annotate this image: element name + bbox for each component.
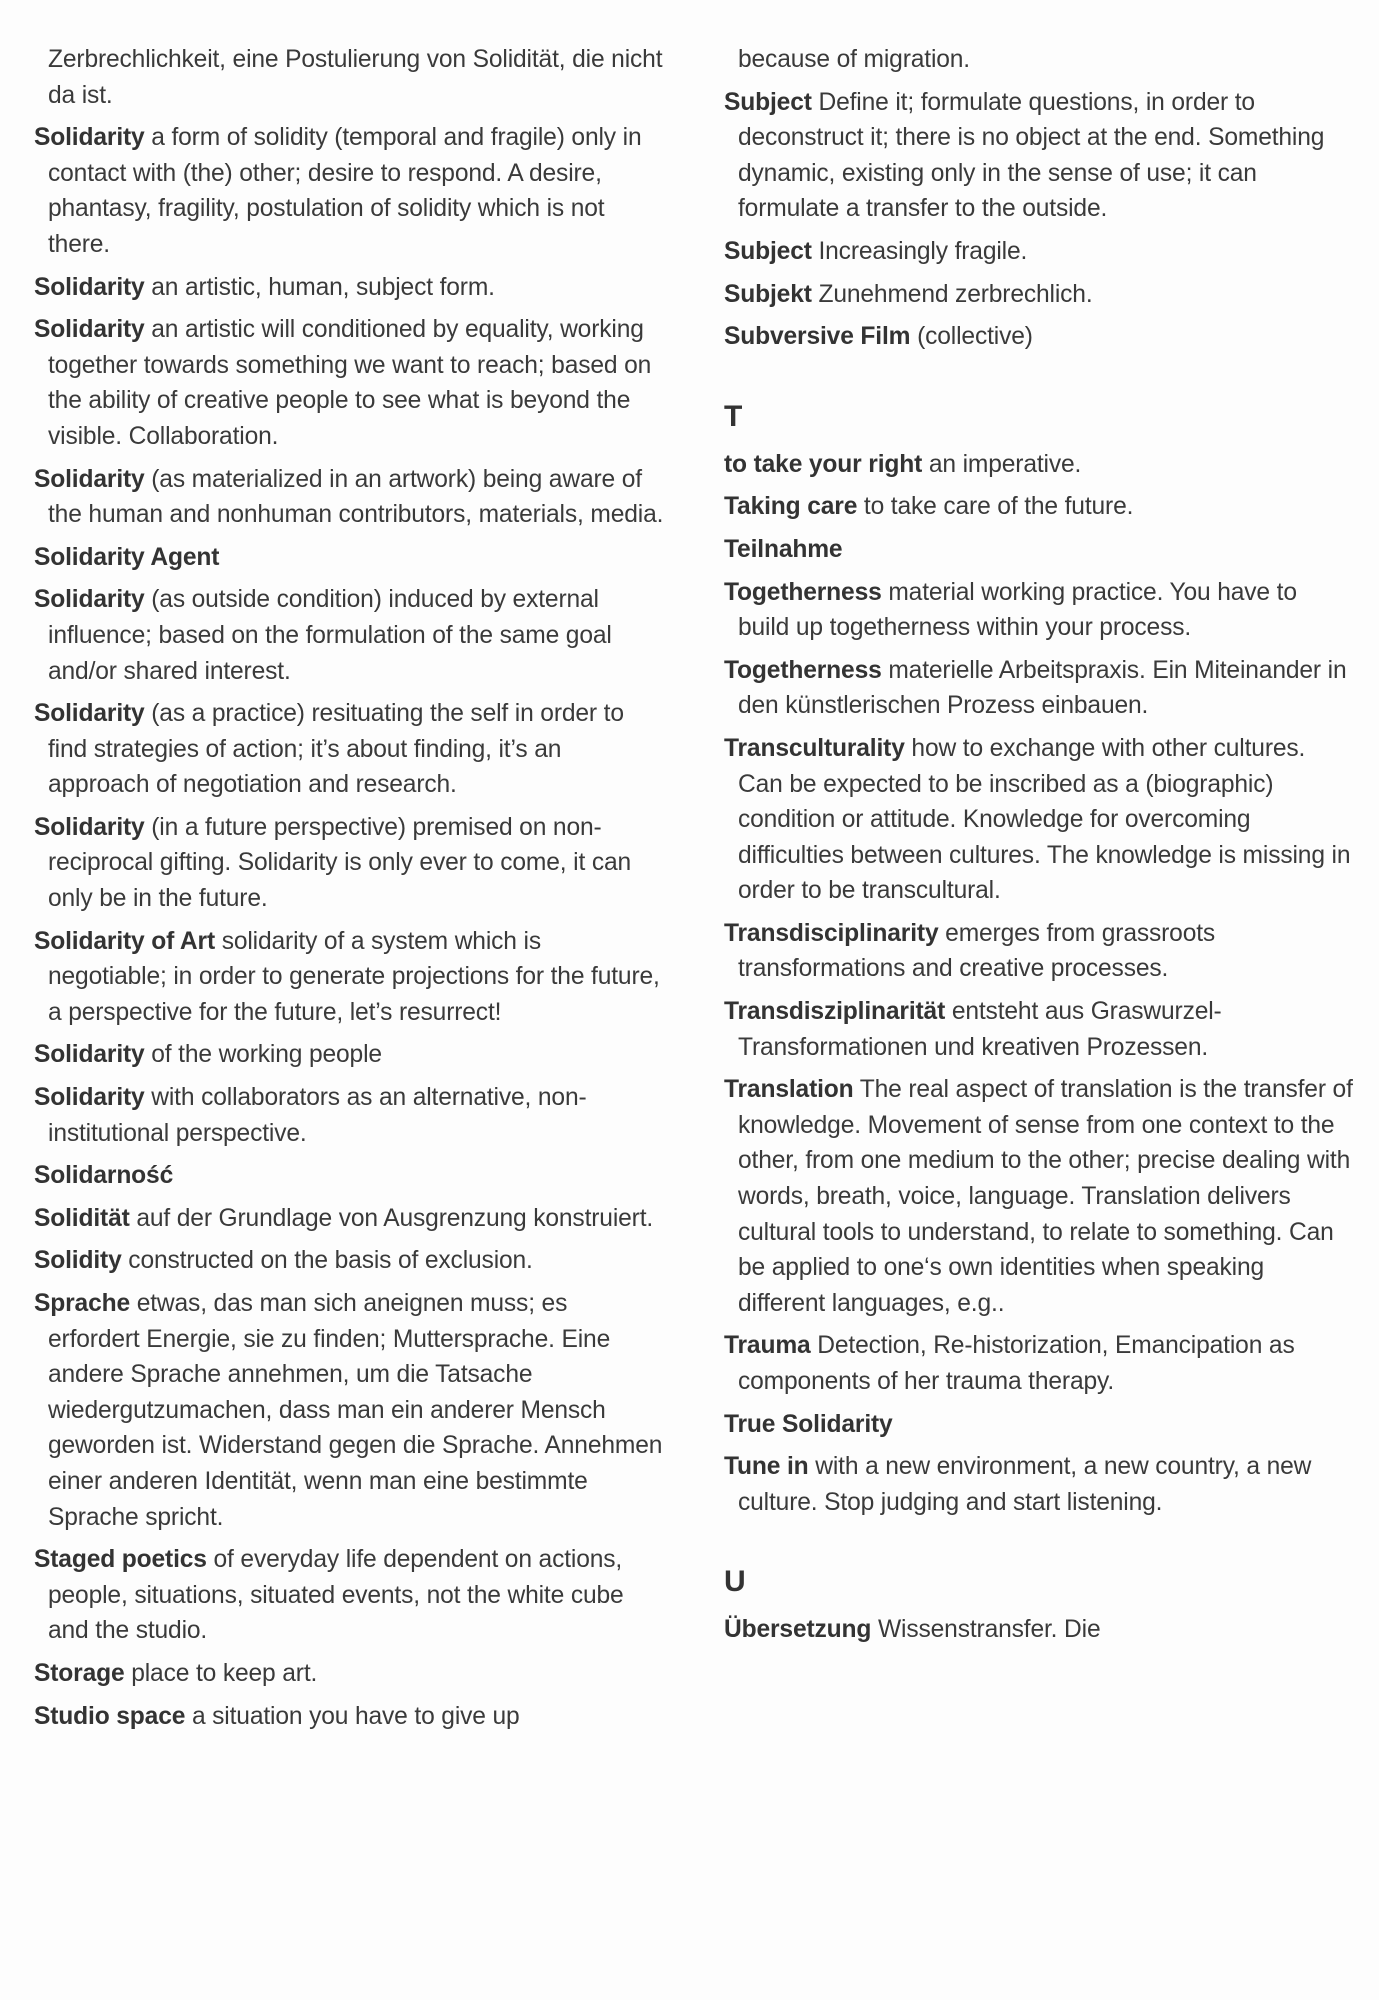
- entry-term: Togetherness: [724, 656, 882, 684]
- entry-term: Transdisziplinarität: [724, 998, 946, 1026]
- entry-term: Solidität: [34, 1204, 130, 1232]
- entry-definition: (collective): [910, 323, 1033, 351]
- glossary-entry: [34, 1037, 664, 1073]
- entry-term: Transdisciplinarity: [724, 919, 939, 947]
- glossary-entry: [34, 462, 664, 533]
- right-column: [724, 42, 1354, 1655]
- entry-definition: an artistic, human, subject form.: [144, 273, 495, 301]
- entry-definition: of everyday life dependent on actions, people, situations, situated events, not the white cube and the studio.: [48, 1546, 624, 1645]
- entry-definition: place to keep art.: [124, 1659, 318, 1687]
- entry-term: Taking care: [724, 493, 858, 521]
- entry-term: Solidarity: [34, 700, 145, 728]
- entry-definition: with collaborators as an alternative, non-institutional perspective.: [48, 1084, 587, 1147]
- entry-term: Solidarity: [34, 1084, 145, 1112]
- glossary-entry: [34, 1542, 664, 1649]
- glossary-entry: [724, 532, 1354, 568]
- entry-term: Solidity: [34, 1247, 122, 1275]
- glossary-entry: [34, 1699, 664, 1735]
- entry-term: Solidarity: [34, 1041, 145, 1069]
- entry-definition: Wissenstransfer. Die: [871, 1616, 1101, 1644]
- entry-term: Transculturality: [724, 734, 905, 762]
- glossary-entry: [34, 810, 664, 917]
- glossary-entry: [34, 1286, 664, 1535]
- glossary-entry: [34, 924, 664, 1031]
- entry-definition: material working practice. You have to build up togetherness within your process.: [738, 578, 1297, 642]
- entry-term: Solidarity: [34, 813, 145, 841]
- glossary-entry: [34, 582, 664, 689]
- entry-term: Übersetzung: [724, 1616, 872, 1644]
- entry-term: Studio space: [34, 1702, 186, 1730]
- glossary-entry: [724, 575, 1354, 646]
- entry-definition: a situation you have to give up: [185, 1702, 520, 1730]
- entry-term: Solidarity: [34, 273, 145, 301]
- entry-term: Solidarity Agent: [34, 543, 220, 571]
- entry-definition: Detection, Re-historization, Emancipation as components of her trauma therapy.: [738, 1332, 1295, 1395]
- entry-term: Trauma: [724, 1332, 811, 1360]
- entry-term: to take your right: [724, 450, 923, 478]
- entry-term: Translation: [724, 1076, 854, 1104]
- glossary-entry: [34, 1243, 664, 1279]
- glossary-entry: [724, 1072, 1354, 1321]
- entry-term: Subjekt: [724, 280, 812, 308]
- continued-definition: Zerbrechlichkeit, eine Postulierung von Solidität, die nicht da ist.: [48, 46, 663, 109]
- section-letter-u: U: [724, 1565, 746, 1599]
- entry-definition: an artistic will conditioned by equality, working together towards something we want to reach; based on the ability of creative people to see what is beyond the visible. Collaboration.: [48, 316, 652, 450]
- glossary-entry: [724, 1612, 1354, 1648]
- glossary-entry: [724, 916, 1354, 987]
- entry-definition: materielle Arbeitspraxis. Ein Miteinander in den künstlerischen Prozess einbauen.: [738, 656, 1347, 720]
- glossary-entry: [34, 1656, 664, 1692]
- glossary-entry: [724, 994, 1354, 1065]
- entry-definition: a form of solidity (temporal and fragile) only in contact with (the) other; desire to respond. A desire, phantasy, fragility, postulation of solidity which is not there.: [48, 124, 642, 258]
- entry-definition: (as materialized in an artwork) being aware of the human and nonhuman contributors, materials, media.: [48, 465, 664, 529]
- glossary-entry: [724, 731, 1354, 909]
- glossary-entry: [724, 489, 1354, 525]
- entry-definition: (in a future perspective) premised on non-reciprocal gifting. Solidarity is only ever to come, it can only be in the future.: [48, 813, 632, 913]
- glossary-entry: [724, 447, 1354, 483]
- entry-term: Togetherness: [724, 578, 882, 606]
- glossary-entry: [724, 1328, 1354, 1399]
- left-column: [34, 42, 664, 1741]
- entry-term: Sprache: [34, 1290, 131, 1317]
- entry-definition: etwas, das man sich aneignen muss; es erfordert Energie, sie zu finden; Muttersprache. Eine andere Sprache annehmen, um die Tatsache wiedergutzumachen, dass man ein anderer Mensch geworden ist. Widerstand gegen die Sprache. Annehmen einer anderen Identität, wenn man eine bestimmte Sprache spricht.: [48, 1290, 663, 1531]
- entry-term: Subversive Film: [724, 323, 911, 351]
- glossary-entry: [724, 1449, 1354, 1520]
- entry-term: Tune in: [724, 1453, 809, 1481]
- glossary-entry: [34, 120, 664, 262]
- entry-definition: solidarity of a system which is negotiable; in order to generate projections for the future, a perspective for the future, let’s resurrect!: [48, 927, 660, 1026]
- glossary-entry: [724, 85, 1354, 227]
- continued-definition: because of migration.: [738, 46, 970, 73]
- entry-definition: with a new environment, a new country, a new culture. Stop judging and start listening.: [738, 1453, 1312, 1516]
- entry-definition: constructed on the basis of exclusion.: [121, 1247, 533, 1275]
- entry-term: True Solidarity: [724, 1410, 893, 1438]
- entry-term: Subject: [724, 237, 812, 265]
- glossary-entry: [724, 234, 1354, 270]
- entry-definition: to take care of the future.: [857, 493, 1134, 521]
- glossary-entry: [724, 1407, 1354, 1443]
- glossary-entry: [34, 1201, 664, 1237]
- entry-definition: entsteht aus Graswurzel-Transformationen und kreativen Prozessen.: [738, 998, 1222, 1061]
- entry-definition: of the working people: [144, 1041, 382, 1069]
- entry-term: Subject: [724, 88, 812, 116]
- entry-term: Solidarity: [34, 586, 145, 614]
- entry-term: Solidarity of Art: [34, 927, 216, 955]
- entry-definition: how to exchange with other cultures. Can be expected to be inscribed as a (biographic) condition or attitude. Knowledge for overcoming difficulties between cultures. The knowledge is missing in order to be transcultural.: [738, 734, 1351, 905]
- glossary-entry: [724, 319, 1354, 355]
- entry-definition: Increasingly fragile.: [811, 237, 1028, 265]
- entry-definition: Define it; formulate questions, in order to deconstruct it; there is no object at the end. Something dynamic, existing only in the sense of use; it can formulate a transfer to the outside.: [738, 88, 1325, 223]
- glossary-entry: [34, 270, 664, 306]
- entry-definition: an imperative.: [922, 450, 1082, 478]
- entry-term: Solidarity: [34, 124, 145, 152]
- entry-definition: emerges from grassroots transformations and creative processes.: [738, 919, 1216, 983]
- glossary-entry: [34, 1080, 664, 1151]
- entry-definition: Zunehmend zerbrechlich.: [811, 280, 1093, 308]
- entry-term: Solidarity: [34, 316, 145, 344]
- glossary-entry: [34, 312, 664, 454]
- entry-term: Storage: [34, 1659, 125, 1687]
- glossary-entry: [34, 1158, 664, 1194]
- entry-definition: (as outside condition) induced by external influence; based on the formulation of the same goal and/or shared interest.: [48, 586, 612, 685]
- entry-term: Solidarność: [34, 1162, 174, 1190]
- section-letter-t: T: [724, 399, 743, 433]
- glossary-entry: [34, 696, 664, 803]
- entry-term: Staged poetics: [34, 1546, 207, 1574]
- glossary-entry: [34, 540, 664, 576]
- glossary-entry: [724, 653, 1354, 724]
- entry-definition: The real aspect of translation is the transfer of knowledge. Movement of sense from one context to the other, from one medium to the other; precise dealing with words, breath, voice, language. Translation delivers cultural tools to understand, to relate to something. Can be applied to one‘s own identities when speaking different languages, e.g..: [738, 1076, 1353, 1317]
- entry-definition: auf der Grundlage von Ausgrenzung konstruiert.: [129, 1204, 654, 1232]
- entry-term: Teilnahme: [724, 535, 843, 563]
- glossary-entry: [724, 277, 1354, 313]
- entry-term: Solidarity: [34, 465, 145, 493]
- entry-definition: (as a practice) resituating the self in order to find strategies of action; it’s about finding, it’s an approach of negotiation and research.: [48, 700, 624, 799]
